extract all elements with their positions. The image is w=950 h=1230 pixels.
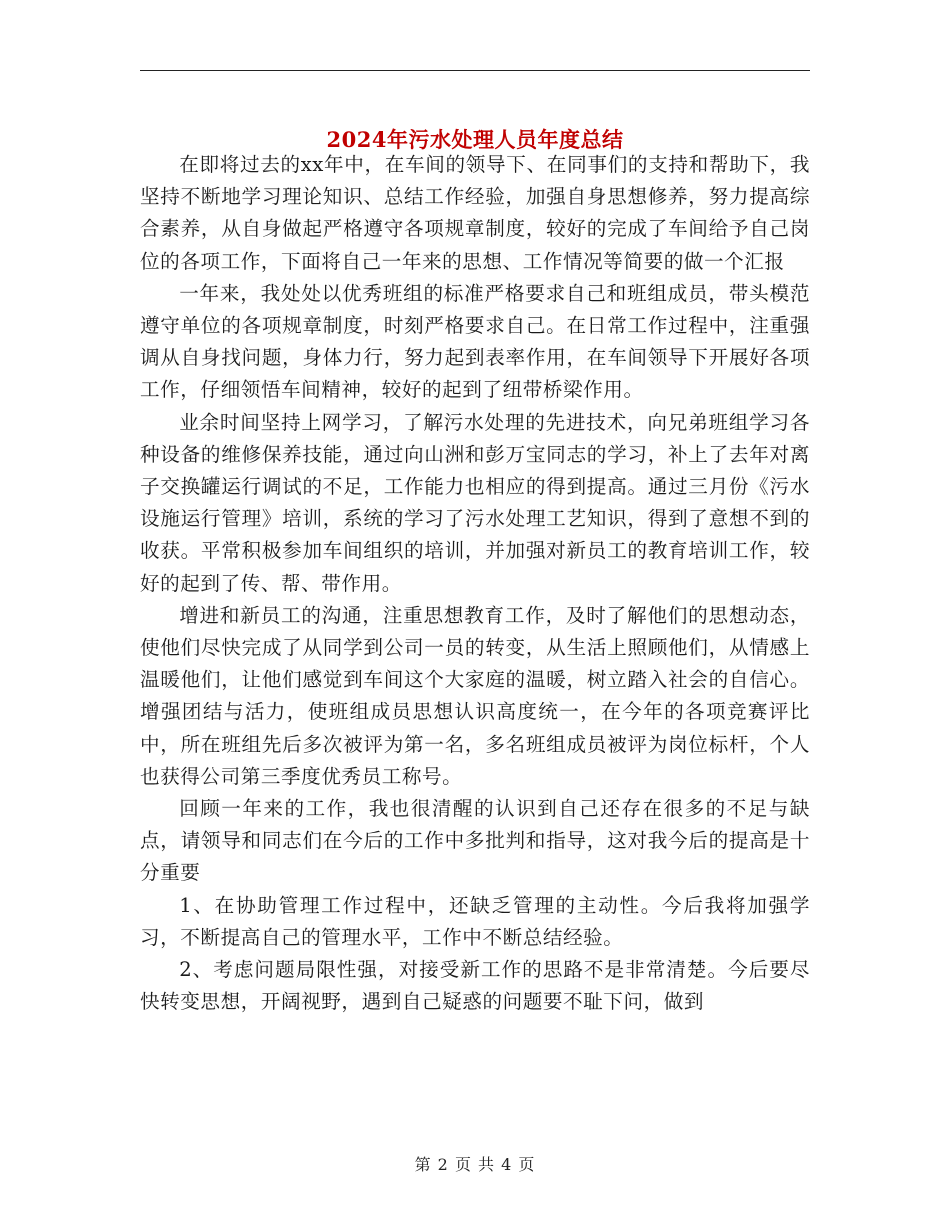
page-number: 第 2 页 共 4 页 <box>414 1155 536 1174</box>
paragraph-teamwork: 增进和新员工的沟通，注重思想教育工作，及时了解他们的思想动态，使他们尽快完成了从同学到公司一员的转变，从生活上照顾他们，从情感上温暖他们，让他们感觉到车间这个大家庭的温暖，树立踏入社会的自信心。增强团结与活力，使班组成员思想认识高度统一，在今年的各项竞赛评比中，所在班组先后多次被评为第一名，多名班组成员被评为岗位标杆，个人也获得公司第三季度优秀员工称号。 <box>140 603 810 788</box>
paragraph-item-1: 1、在协助管理工作过程中，还缺乏管理的主动性。今后我将加强学习，不断提高自己的管理水平，工作中不断总结经验。 <box>140 893 810 949</box>
paragraph-learning: 业余时间坚持上网学习，了解污水处理的先进技术，向兄弟班组学习各种设备的维修保养技能，通过向山洲和彭万宝同志的学习，补上了去年对离子交换罐运行调试的不足，工作能力也相应的得到提高。通过三月份《污水设施运行管理》培训，系统的学习了污水处理工艺知识，得到了意想不到的收获。平常积极参加车间组织的培训，并加强对新员工的教育培训工作，较好的起到了传、帮、带作用。 <box>140 410 810 595</box>
paragraph-review: 回顾一年来的工作，我也很清醒的认识到自己还存在很多的不足与缺点，请领导和同志们在今后的工作中多批判和指导，这对我今后的提高是十分重要 <box>140 797 810 885</box>
paragraph-discipline: 一年来，我处处以优秀班组的标准严格要求自己和班组成员，带头模范遵守单位的各项规章制度，时刻严格要求自己。在日常工作过程中，注重强调从自身找问题，身体力行，努力起到表率作用，在车间领导下开展好各项工作，仔细领悟车间精神，较好的起到了纽带桥梁作用。 <box>140 281 810 402</box>
paragraph-intro: 在即将过去的xx年中，在车间的领导下、在同事们的支持和帮助下，我坚持不断地学习理论知识、总结工作经验，加强自身思想修养，努力提高综合素养，从自身做起严格遵守各项规章制度，较好的完成了车间给予自己岗位的各项工作，下面将自己一年来的思想、工作情况等简要的做一个汇报 <box>140 153 810 273</box>
document-body <box>140 149 810 1018</box>
header-rule <box>140 70 810 71</box>
document-title: 2024年污水处理人员年度总结 <box>326 127 624 153</box>
paragraph-item-2: 2、考虑问题局限性强，对接受新工作的思路不是非常清楚。今后要尽快转变思想，开阔视野，遇到自己疑惑的问题要不耻下问，做到 <box>140 958 810 1014</box>
